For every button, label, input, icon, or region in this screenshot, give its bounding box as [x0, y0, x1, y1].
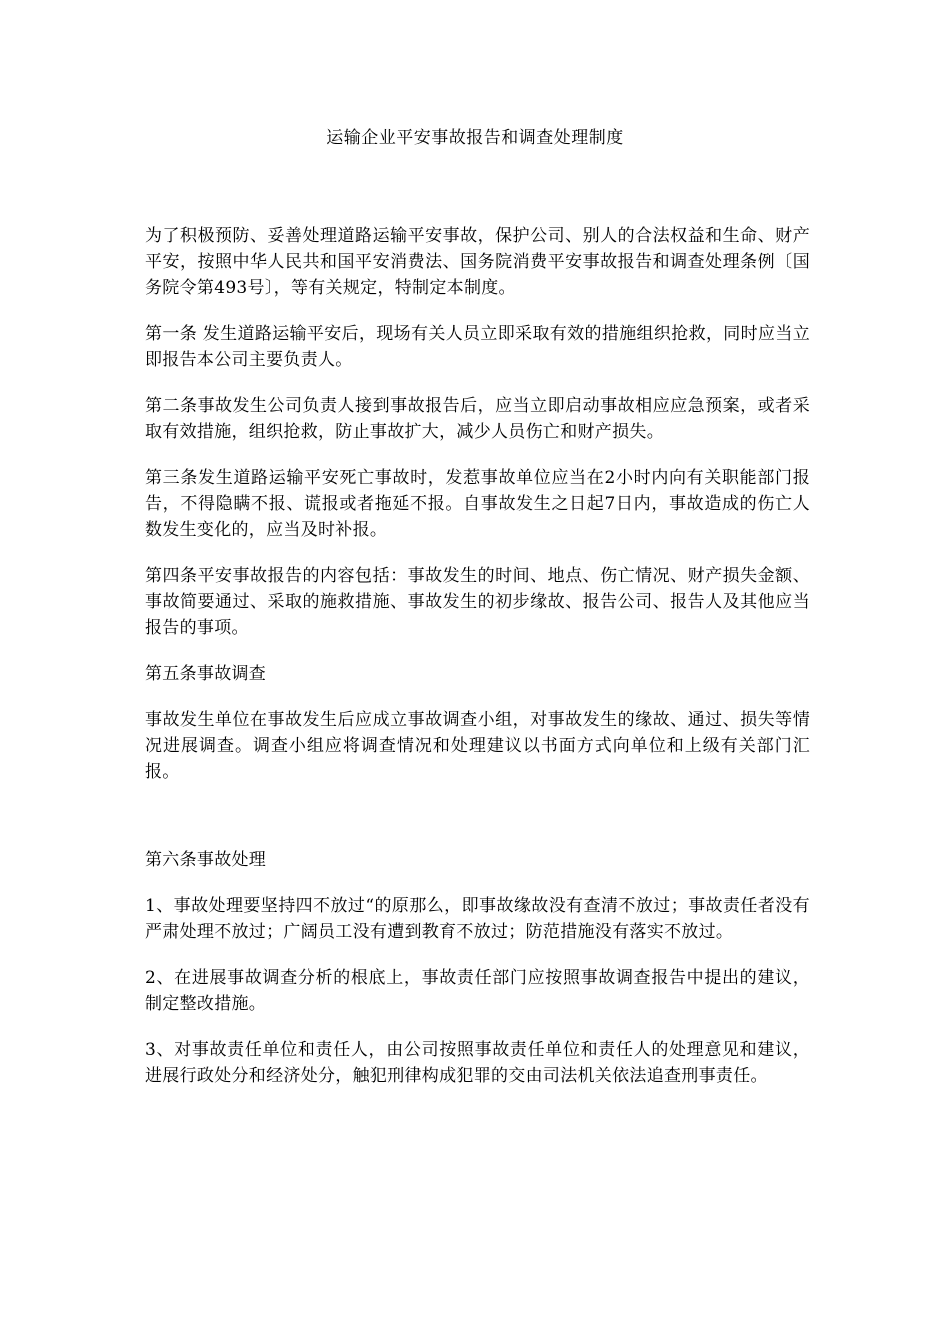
article-3-paragraph: 第三条发生道路运输平安死亡事故时，发惹事故单位应当在2小时内向有关职能部门报告，不得隐瞒不报、谎报或者拖延不报。自事故发生之日起7日内，事故造成的伤亡人数发生变化的，应当及时补报。 — [145, 468, 810, 540]
article-6-item-1: 1、事故处理要坚持四不放过“的原那么，即事故缘故没有查清不放过；事故责任者没有严肃处理不放过；广阔员工没有遭到教育不放过；防范措施没有落实不放过。 — [145, 896, 810, 942]
article-5-heading: 第五条事故调查 — [145, 664, 267, 684]
document-title: 运输企业平安事故报告和调查处理制度 — [326, 128, 624, 148]
article-6-item-3: 3、对事故责任单位和责任人，由公司按照事故责任单位和责任人的处理意见和建议，进展行政处分和经济处分，触犯刑律构成犯罪的交由司法机关依法追查刑事责任。 — [145, 1040, 810, 1086]
article-2-paragraph: 第二条事故发生公司负责人接到事故报告后，应当立即启动事故相应应急预案，或者采取有效措施，组织抢救，防止事故扩大，减少人员伤亡和财产损失。 — [145, 396, 810, 442]
article-1-paragraph: 第一条 发生道路运输平安后，现场有关人员立即采取有效的措施组织抢救，同时应当立即报告本公司主要负责人。 — [145, 324, 810, 370]
article-6-item-2: 2、在进展事故调查分析的根底上，事故责任部门应按照事故调查报告中提出的建议，制定整改措施。 — [145, 968, 810, 1014]
article-5-paragraph: 事故发生单位在事故发生后应成立事故调查小组，对事故发生的缘故、通过、损失等情况进展调查。调查小组应将调查情况和处理建议以书面方式向单位和上级有关部门汇报。 — [145, 710, 810, 782]
article-4-paragraph: 第四条平安事故报告的内容包括：事故发生的时间、地点、伤亡情况、财产损失金额、事故简要通过、采取的施救措施、事故发生的初步缘故、报告公司、报告人及其他应当报告的事项。 — [145, 566, 810, 638]
intro-paragraph: 为了积极预防、妥善处理道路运输平安事故，保护公司、别人的合法权益和生命、财产平安，按照中华人民共和国平安消费法、国务院消费平安事故报告和调查处理条例〔国务院令第493号〕，等有关规定，特制定本制度。 — [145, 226, 810, 298]
document-body — [145, 223, 810, 1109]
article-6-heading: 第六条事故处理 — [145, 850, 267, 870]
